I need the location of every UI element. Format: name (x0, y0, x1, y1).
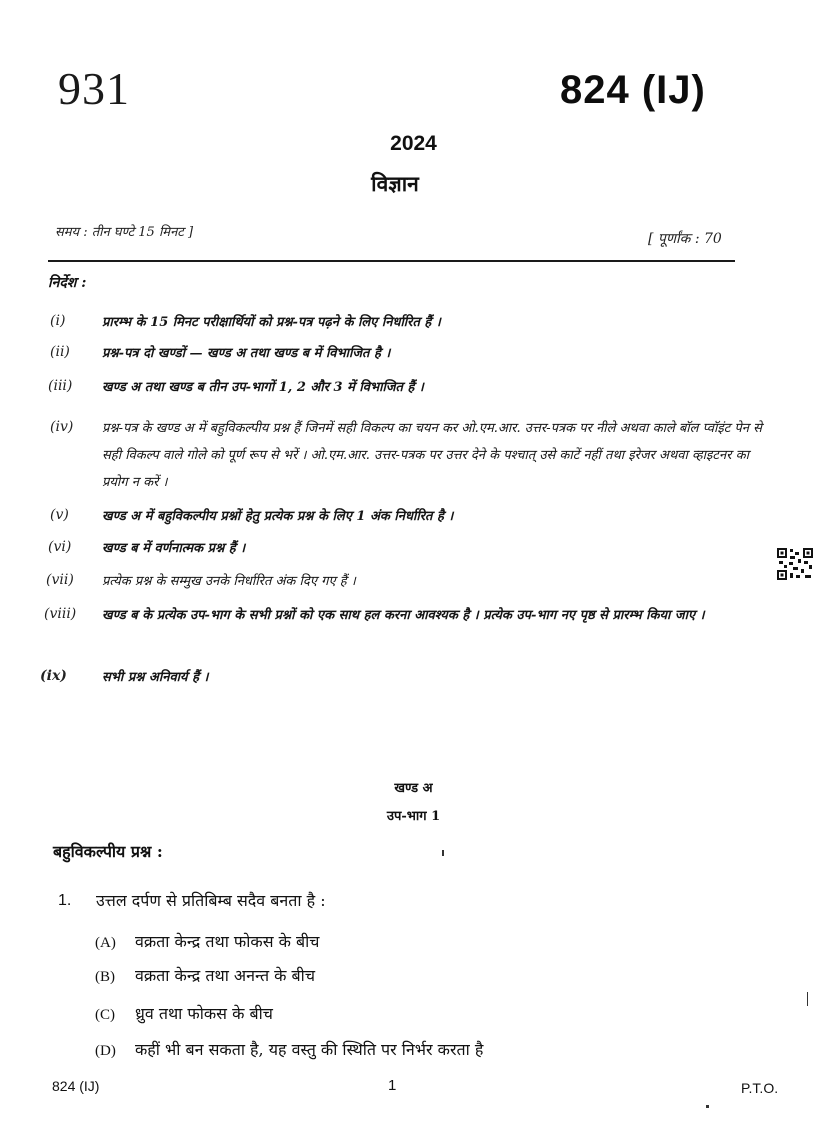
scan-mark (807, 992, 808, 1006)
exam-year: 2024 (390, 132, 437, 155)
instruction-text: प्रत्येक प्रश्न के सम्मुख उनके निर्धारित अंक दिए गए हैं । (102, 574, 356, 589)
instruction-text: खण्ड ब में वर्णनात्मक प्रश्न हैं । (102, 541, 246, 556)
option-a (95, 930, 319, 952)
paper-code-handwritten: 931 (58, 63, 130, 114)
mcq-heading: बहुविकल्पीय प्रश्न : (53, 842, 163, 861)
option-d (95, 1038, 483, 1060)
scan-mark (706, 1105, 709, 1108)
instruction-number: (viii) (44, 606, 77, 622)
option-text: ध्रुव तथा फोकस के बीच (135, 1004, 273, 1023)
option-text: कहीं भी बन सकता है, यह वस्तु की स्थिति पर निर्भर करता है (135, 1040, 484, 1059)
page-number: 1 (388, 1077, 397, 1094)
paper-code: 824 (IJ) (560, 68, 706, 112)
instruction-text: प्रारम्भ के 15 मिनट परीक्षार्थियों को प्रश्न-पत्र पढ़ने के लिए निर्धारित हैं । (102, 315, 441, 330)
instruction-text: खण्ड अ में बहुविकल्पीय प्रश्नों हेतु प्रत्येक प्रश्न के लिए 1 अंक निर्धारित है । (102, 509, 454, 524)
instruction-text: खण्ड ब के प्रत्येक उप-भाग के सभी प्रश्नों को एक साथ हल करना आवश्यक है । प्रत्येक उप-भाग नए पृष्ठ से प्रारम्भ किया जाए । (102, 608, 705, 623)
instruction-text: प्रश्न-पत्र के खण्ड अ में बहुविकल्पीय प्रश्न हैं जिनमें सही विकल्प का चयन कर ओ.एम.आर. उत्तर-पत्रक पर नीले अथवा काले बॉल प्वॉइंट पेन से सही विकल्प वाले गोले को पूर्ण रूप से भरें । ओ.एम.आर. उत्तर-पत्रक पर उत्तर देने के पश्चात् उसे काटें नहीं तथा इरेजर अथवा व्हाइटनर का प्रयोग न करें । (102, 421, 762, 490)
instruction-number: (v) (50, 507, 69, 523)
option-b (95, 964, 315, 986)
maximum-marks: [ पूर्णांक : 70 (648, 231, 722, 247)
subject-title: विज्ञान (371, 171, 419, 196)
instruction-number: (vi) (48, 539, 72, 555)
subpart-title: उप-भाग 1 (386, 809, 441, 824)
instruction-number: (ix) (40, 668, 67, 684)
option-text: वक्रता केन्द्र तथा फोकस के बीच (135, 932, 320, 951)
please-turn-over: P.T.O. (741, 1080, 779, 1096)
option-text: वक्रता केन्द्र तथा अनन्त के बीच (135, 966, 315, 985)
time-allowed: समय : तीन घण्टे 15 मिनट ] (55, 225, 194, 240)
instruction-number: (ii) (50, 344, 70, 360)
question-text: उत्तल दर्पण से प्रतिबिम्ब सदैव बनता है : (96, 891, 326, 910)
instruction-number: (vii) (46, 572, 74, 588)
instruction-number: (iii) (48, 378, 73, 394)
scan-mark (442, 850, 444, 856)
instruction-text: प्रश्न-पत्र दो खण्डों — खण्ड अ तथा खण्ड ब में विभाजित है । (102, 346, 391, 361)
instruction-text: खण्ड अ तथा खण्ड ब तीन उप-भागों 1, 2 और 3 में विभाजित हैं । (102, 380, 424, 395)
qr-code-icon (776, 547, 814, 581)
option-c (95, 1002, 273, 1024)
instruction-text: सभी प्रश्न अनिवार्य हैं । (102, 670, 209, 685)
question-number: 1. (58, 892, 72, 909)
instruction-number: (i) (50, 313, 66, 329)
instructions-title: निर्देश : (48, 275, 87, 291)
footer-paper-code: 824 (IJ) (52, 1078, 100, 1094)
instruction-number: (iv) (50, 419, 74, 435)
option-label: (B) (95, 969, 115, 985)
option-label: (C) (95, 1007, 115, 1023)
section-title: खण्ड अ (394, 781, 433, 796)
option-label: (A) (95, 935, 116, 951)
header-divider (48, 260, 735, 262)
option-label: (D) (95, 1043, 116, 1059)
